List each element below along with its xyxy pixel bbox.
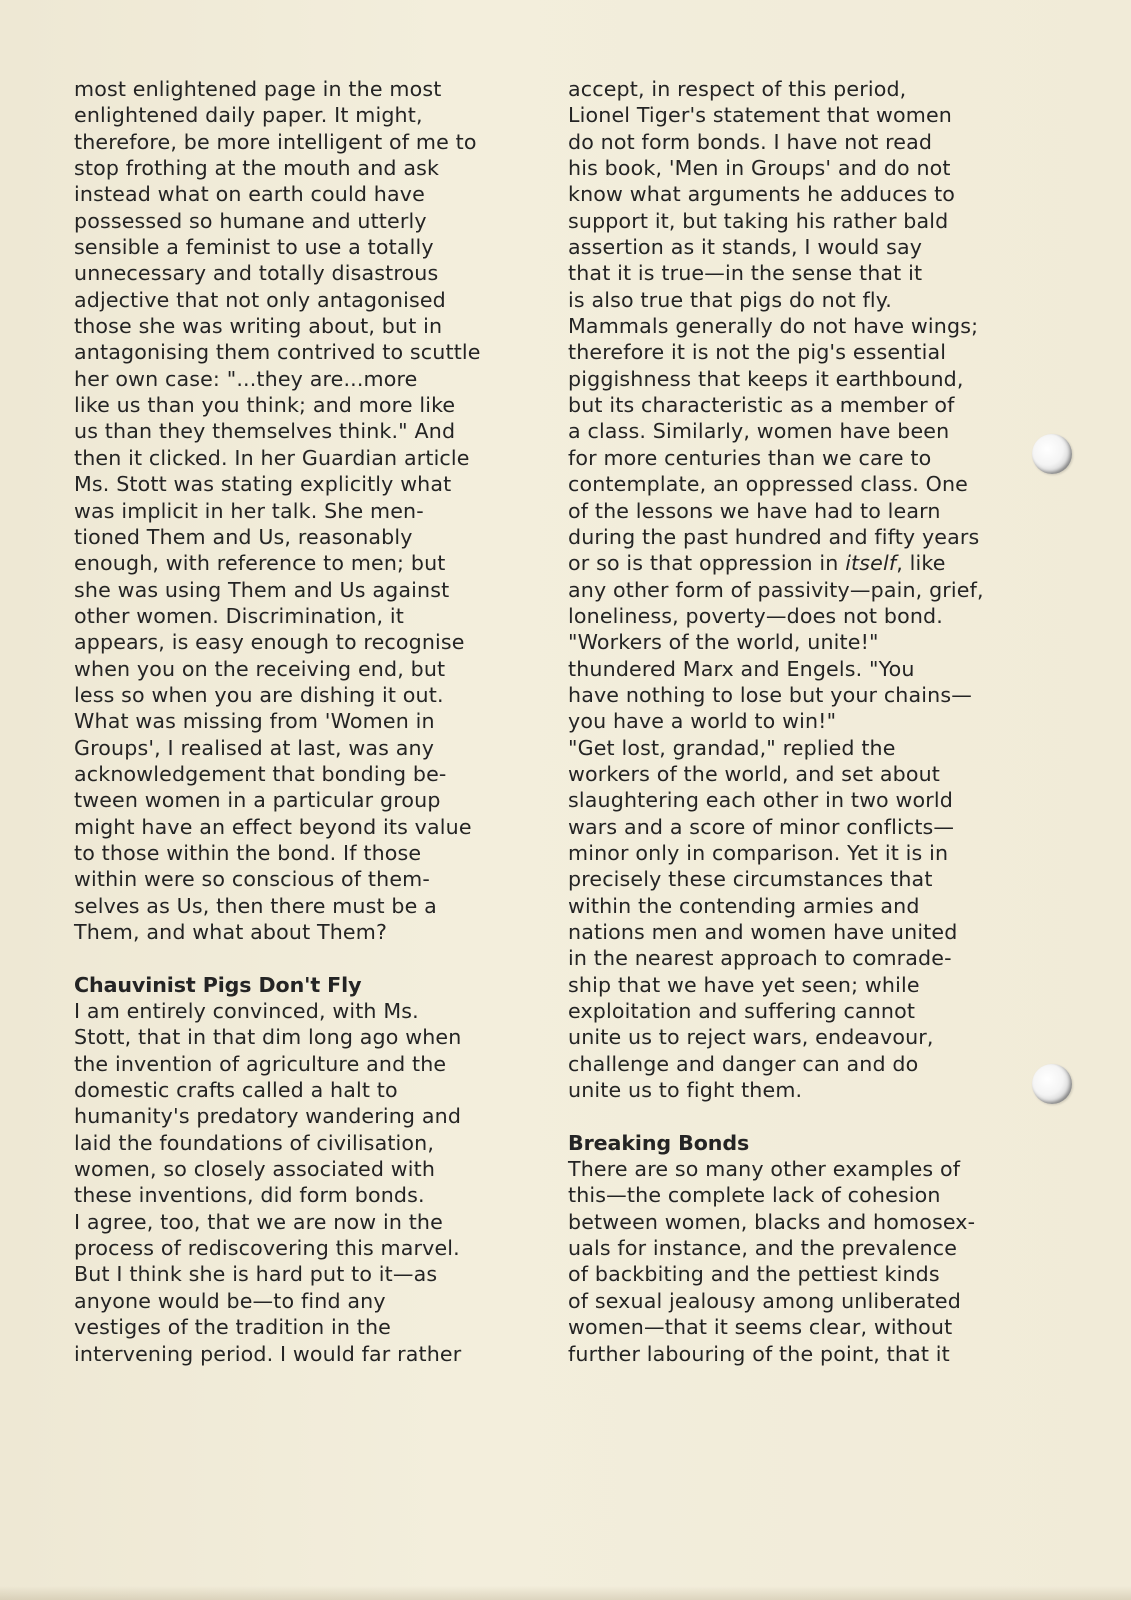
text-line: uals for instance, and the prevalence (568, 1236, 958, 1261)
text-line: have nothing to lose but your chains— (568, 682, 972, 707)
text-line: she was using Them and Us against (74, 577, 450, 602)
text-line: Them, and what about Them? (74, 920, 388, 944)
text-line: any other form of passivity—pain, grief, (568, 577, 984, 602)
text-line: of backbiting and the pettiest kinds (568, 1262, 940, 1287)
text-line: of the lessons we have had to learn (568, 498, 941, 523)
text-line: adjective that not only antagonised (74, 287, 446, 312)
text-line: is also true that pigs do not fly. (568, 287, 892, 312)
text-line: for more centuries than we care to (568, 445, 932, 470)
binder-punch-hole-upper (1032, 434, 1072, 474)
text-line: vestiges of the tradition in the (74, 1315, 392, 1340)
text-line: accept, in respect of this period, (568, 77, 907, 101)
left-paragraph-2 (74, 998, 544, 1367)
text-line: these inventions, did form bonds. (74, 1183, 425, 1208)
text-line: ship that we have yet seen; while (568, 972, 920, 997)
text-line: was implicit in her talk. She men- (74, 498, 424, 523)
text-line: this—the complete lack of cohesion (568, 1183, 941, 1208)
page-bottom-edge (0, 1586, 1131, 1600)
text-line: laid the foundations of civilisation, (74, 1130, 435, 1155)
text-after-italic: , like (896, 551, 946, 576)
text-line: that it is true—in the sense that it (568, 261, 923, 286)
text-line: anyone would be—to find any (74, 1288, 386, 1313)
section-heading-chauvinist-pigs: Chauvinist Pigs Don't Fly (74, 972, 362, 997)
text-line: enough, with reference to men; but (74, 551, 446, 576)
text-line: during the past hundred and fifty years (568, 524, 980, 549)
text-line: intervening period. I would far rather (74, 1341, 462, 1366)
left-column (74, 76, 544, 1367)
right-paragraph-1-part-1 (568, 76, 1068, 550)
text-line: Groups', I realised at last, was any (74, 735, 435, 760)
text-line: Mammals generally do not have wings; (568, 314, 979, 339)
text-line: less so when you are dishing it out. (74, 682, 444, 707)
text-line: therefore, be more intelligent of me to (74, 129, 477, 154)
text-line: But I think she is hard put to it—as (74, 1262, 438, 1287)
text-line: tioned Them and Us, reasonably (74, 524, 413, 549)
text-line: Lionel Tiger's statement that women (568, 103, 953, 128)
text-line: within the contending armies and (568, 893, 920, 918)
text-line: do not form bonds. I have not read (568, 129, 933, 154)
text-before-italic: or so is that oppression in (568, 551, 846, 576)
text-line: assertion as it stands, I would say (568, 235, 923, 260)
text-line: tween women in a particular group (74, 788, 441, 813)
text-line: What was missing from 'Women in (74, 709, 435, 734)
text-line: unite us to reject wars, endeavour, (568, 1025, 934, 1050)
text-line: within were so conscious of them- (74, 867, 430, 892)
text-line: "Get lost, grandad," replied the (568, 735, 896, 760)
text-line: unite us to fight them. (568, 1078, 803, 1103)
text-line: minor only in comparison. Yet it is in (568, 840, 949, 865)
text-line: antagonising them contrived to scuttle (74, 340, 481, 365)
text-line: women, so closely associated with (74, 1157, 436, 1182)
text-line: selves as Us, then there must be a (74, 893, 437, 918)
text-line: contemplate, an oppressed class. One (568, 472, 968, 497)
text-line: appears, is easy enough to recognise (74, 630, 465, 655)
text-line: process of rediscovering this marvel. (74, 1236, 460, 1261)
text-line: humanity's predatory wandering and (74, 1104, 462, 1129)
text-line: slaughtering each other in two world (568, 788, 953, 813)
text-line: nations men and women have united (568, 920, 958, 944)
text-line: to those within the bond. If those (74, 840, 422, 865)
text-line: "Workers of the world, unite!" (568, 630, 879, 655)
text-line: of sexual jealousy among unliberated (568, 1288, 961, 1313)
text-line: Stott, that in that dim long ago when (74, 1025, 462, 1050)
text-line: workers of the world, and set about (568, 761, 941, 786)
text-line: exploitation and suffering cannot (568, 999, 916, 1024)
text-line: stop frothing at the mouth and ask (74, 156, 440, 181)
text-line: domestic crafts called a halt to (74, 1078, 398, 1103)
text-line: but its characteristic as a member of (568, 393, 955, 418)
text-line: other women. Discrimination, it (74, 603, 404, 628)
text-line: might have an effect beyond its value (74, 814, 472, 839)
text-line: possessed so humane and utterly (74, 208, 427, 233)
text-line: I am entirely convinced, with Ms. (74, 999, 419, 1024)
text-line: instead what on earth could have (74, 182, 425, 207)
text-line: most enlightened page in the most (74, 77, 442, 101)
text-line: wars and a score of minor conflicts— (568, 814, 955, 839)
text-line: a class. Similarly, women have been (568, 419, 950, 444)
text-line: unnecessary and totally disastrous (74, 261, 439, 286)
text-line: us than they themselves think." And (74, 419, 456, 444)
text-line: thundered Marx and Engels. "You (568, 656, 915, 681)
paragraph-gap (568, 1103, 1068, 1129)
text-line: like us than you think; and more like (74, 393, 456, 418)
text-line: I agree, too, that we are now in the (74, 1209, 443, 1234)
text-line: the invention of agriculture and the (74, 1051, 447, 1076)
right-paragraph-2 (568, 1156, 1068, 1367)
text-line: There are so many other examples of (568, 1157, 961, 1182)
text-line: then it clicked. In her Guardian article (74, 445, 470, 470)
text-line: loneliness, poverty—does not bond. (568, 603, 943, 628)
text-line: enlightened daily paper. It might, (74, 103, 423, 128)
text-line: her own case: "...they are...more (74, 366, 418, 391)
text-line: Ms. Stott was stating explicitly what (74, 472, 452, 497)
text-line: in the nearest approach to comrade- (568, 946, 952, 971)
text-line: precisely these circumstances that (568, 867, 933, 892)
text-line: support it, but taking his rather bald (568, 208, 949, 233)
text-line: acknowledgement that bonding be- (74, 761, 447, 786)
text-line: further labouring of the point, that it (568, 1341, 950, 1366)
right-paragraph-1-part-2 (568, 577, 1068, 1104)
text-line: challenge and danger can and do (568, 1051, 919, 1076)
text-line: those she was writing about, but in (74, 314, 443, 339)
left-paragraph-1 (74, 76, 544, 945)
text-line: therefore it is not the pig's essential (568, 340, 947, 365)
text-line: know what arguments he adduces to (568, 182, 956, 207)
italic-word: itself (845, 551, 897, 576)
text-line: you have a world to win!" (568, 709, 837, 734)
binder-punch-hole-lower (1032, 1064, 1072, 1104)
text-line: women—that it seems clear, without (568, 1315, 953, 1340)
right-column (568, 76, 1068, 1367)
text-line: his book, 'Men in Groups' and do not (568, 156, 951, 181)
text-line: when you on the receiving end, but (74, 656, 446, 681)
text-line-itself (568, 550, 1068, 576)
text-line: sensible a feminist to use a totally (74, 235, 434, 260)
text-line: piggishness that keeps it earthbound, (568, 366, 964, 391)
paragraph-gap (74, 945, 544, 971)
section-heading-breaking-bonds: Breaking Bonds (568, 1130, 750, 1155)
text-line: between women, blacks and homosex- (568, 1209, 976, 1234)
